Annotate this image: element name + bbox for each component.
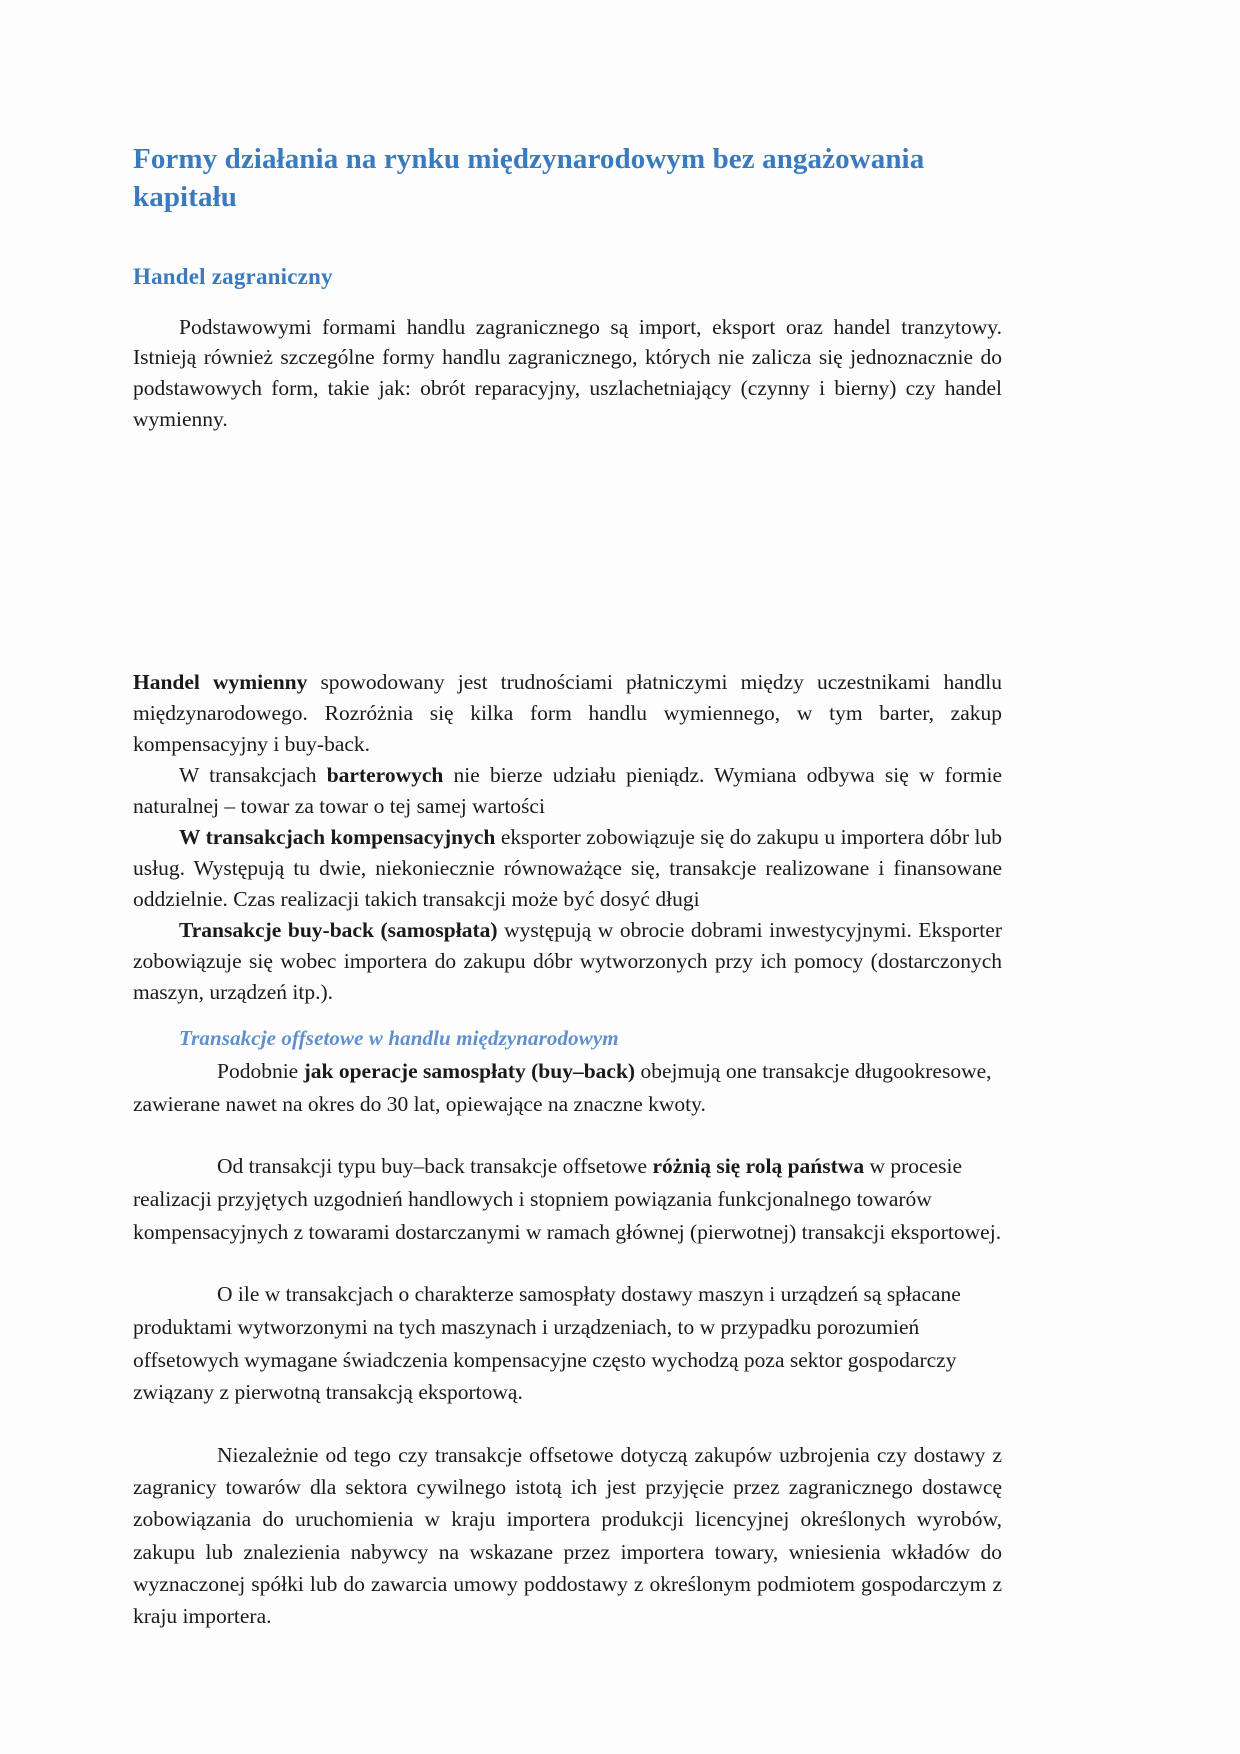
paragraph-offset-1	[133, 1055, 1002, 1120]
section-heading-transakcje-offsetowe: Transakcje offsetowe w handlu międzynarodowym	[179, 1025, 619, 1050]
paragraph-offset-2-lead: Od transakcji typu buy–back transakcje offsetowe	[217, 1154, 653, 1179]
paragraph-handel-wymienny-text: spowodowany jest trudnościami płatniczymi między uczestnikami handlu międzynarodowego. Rozróżnia się kilka form handlu wymiennego, w tym barter, zakup kompensacyjny i buy-back.	[133, 670, 1002, 757]
paragraph-offset-2-text: w procesie realizacji przyjętych uzgodnień handlowych i stopniem powiązania funkcjonalnego towarów kompensacyjnych z towarami dostarczanymi w ramach głównej (pierwotnej) transakcji eksportowej.	[133, 1154, 1002, 1244]
bold-run-offset-1: jak operacje samospłaty (buy–back)	[303, 1058, 636, 1083]
paragraph-barterowych	[133, 760, 1002, 822]
paragraph-buy-back-text: występują w obrocie dobrami inwestycyjnymi. Eksporter zobowiązuje się wobec importera do zakupu dóbr wytworzonych przy ich pomocy (dostarczonych maszyn, urządzeń itp.).	[133, 917, 1002, 1004]
paragraph-kompensacyjnych-text: eksporter zobowiązuje się do zakupu u importera dóbr lub usług. Występują tu dwie, niekoniecznie równoważące się, transakcje realizowane i finansowane oddzielnie. Czas realizacji takich transakcji może być dosyć długi	[133, 825, 1002, 912]
paragraph-offset-1-lead: Podobnie	[217, 1058, 304, 1083]
bold-run-offset-2: różnią się rolą państwa	[652, 1154, 865, 1179]
content-gap-spacer	[133, 435, 1002, 667]
paragraph-offset-3: O ile w transakcjach o charakterze samospłaty dostawy maszyn i urządzeń są spłacane produktami wytworzonymi na tych maszynach i urządzeniach, to w przypadku porozumień offsetowych wymagane świadczenia kompensacyjne często wychodzą poza sektor gospodarczy związany z pierwotną transakcją eksportową.	[133, 1282, 961, 1405]
lead-in-buy-back: Transakcje buy-back (samospłata)	[179, 917, 498, 942]
paragraph-handel-wymienny	[133, 667, 1002, 760]
paragraph-buy-back	[133, 915, 1002, 1008]
lead-in-kompensacyjnych: W transakcjach kompensacyjnych	[179, 825, 496, 850]
lead-in-handel-wymienny: Handel wymienny	[133, 670, 308, 695]
paragraph-kompensacyjnych	[133, 822, 1002, 915]
paragraph-barterowych-lead: W transakcjach	[179, 763, 327, 788]
intro-paragraph: Podstawowymi formami handlu zagranicznego są import, eksport oraz handel tranzytowy. Istnieją również szczególne formy handlu zagranicznego, których nie zalicza się jednoznacznie do podstawowych form, takie jak: obrót reparacyjny, uszlachetniający (czynny i bierny) czy handel wymienny.	[133, 314, 1002, 432]
page-title: Formy działania na rynku międzynarodowym bez angażowania kapitału	[133, 143, 925, 214]
lead-in-barterowych: barterowych	[326, 763, 444, 788]
section-heading-handel-zagraniczny: Handel zagraniczny	[133, 263, 333, 289]
paragraph-offset-2	[133, 1150, 1002, 1248]
handel-wymienny-block	[133, 667, 1002, 1007]
paragraph-barterowych-text: nie bierze udziału pieniądz. Wymiana odbywa się w formie naturalnej – towar za towar o tej samej wartości	[133, 763, 1002, 819]
paragraph-offset-1-text: obejmują one transakcje długookresowe, zawierane nawet na okres do 30 lat, opiewające na znaczne kwoty.	[133, 1058, 992, 1116]
paragraph-final: Niezależnie od tego czy transakcje offsetowe dotyczą zakupów uzbrojenia czy dostawy z zagranicy towarów dla sektora cywilnego istotą ich jest przyjęcie przez zagranicznego dostawcę zobowiązania do uruchomienia w kraju importera produkcji licencyjnej określonych wyrobów, zakupu lub znalezienia nabywcy na wskazane przez importera towary, wniesienia wkładów do wyznaczonej spółki lub do zawarcia umowy poddostawy z określonym podmiotem gospodarczym z kraju importera.	[133, 1442, 1002, 1629]
